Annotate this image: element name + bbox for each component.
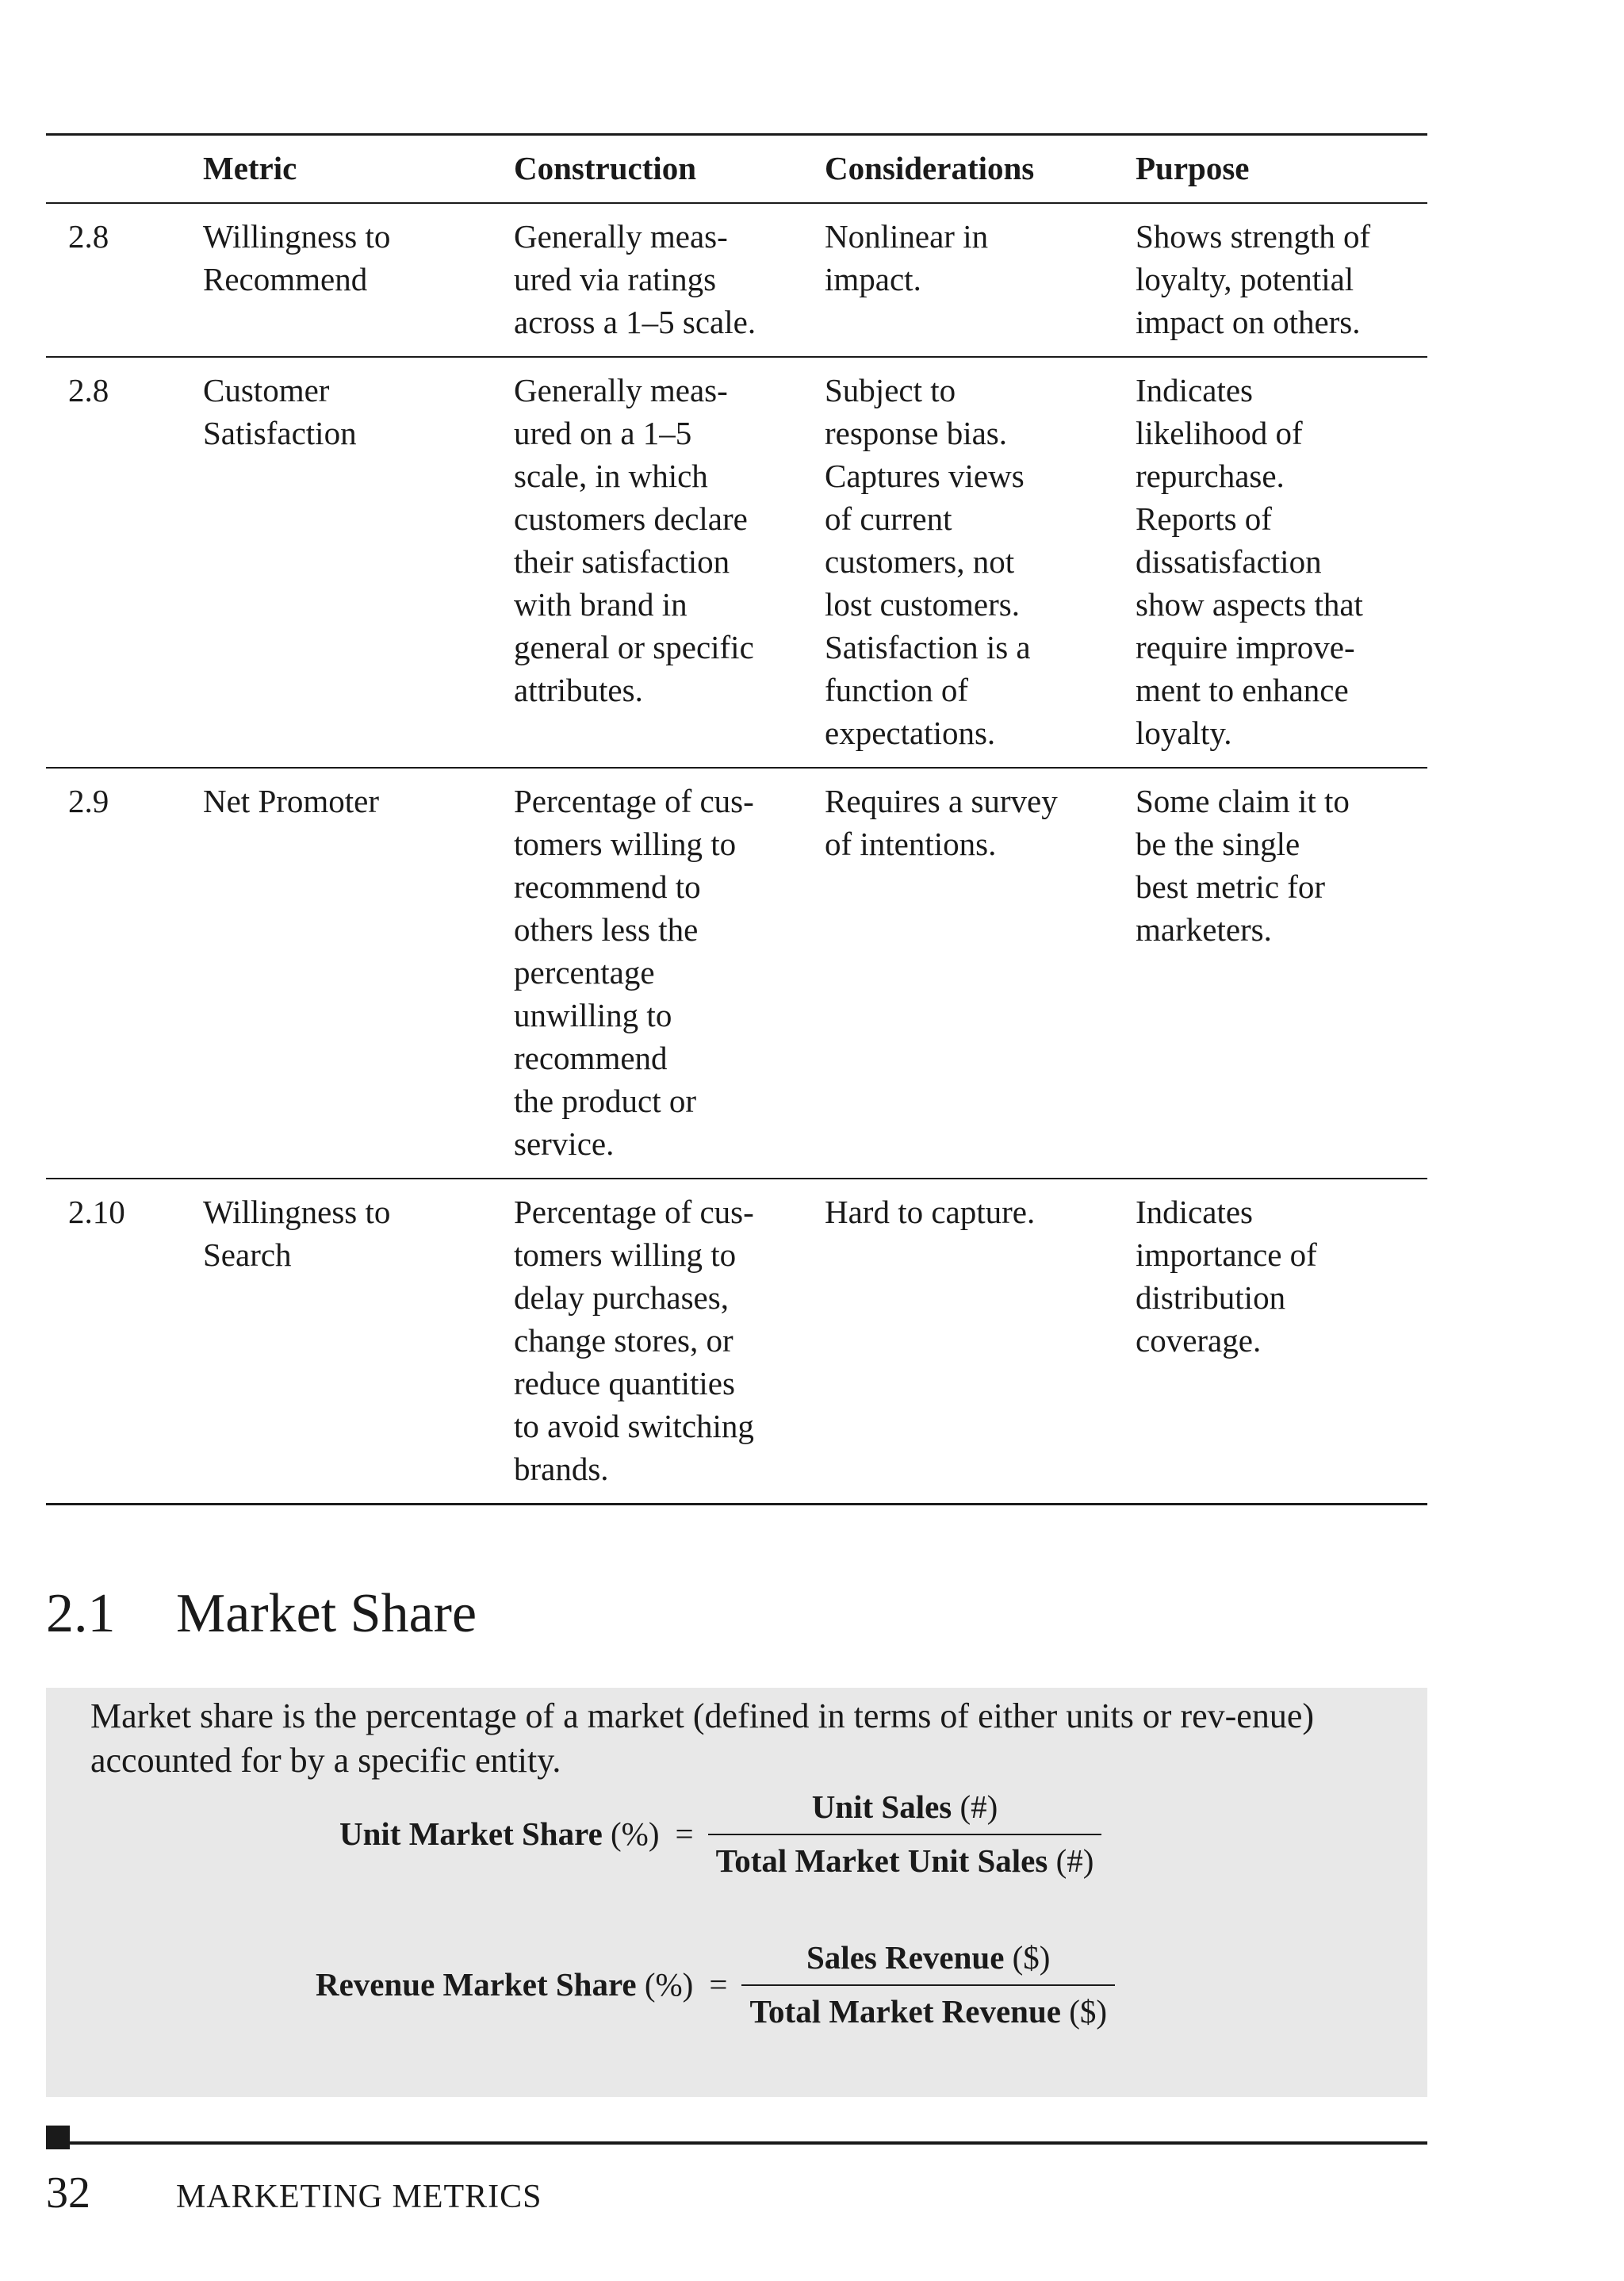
row-metric: Willingness to Recommend bbox=[203, 218, 391, 297]
row-construction: Generally meas- ured on a 1–5 scale, in which customers declare their satisfaction with brand in general or specific attributes. bbox=[514, 372, 754, 708]
row-purpose: Indicates likelihood of repurchase. Reports of dissatisfaction show aspects that require improve- ment to enhance loyalty. bbox=[1136, 372, 1363, 751]
row-construction: Percentage of cus- tomers willing to recommend to others less the percentage unwilling to recommend the product or service. bbox=[514, 783, 754, 1162]
table-header-row bbox=[46, 135, 1427, 204]
equals-sign: = bbox=[709, 1966, 728, 2003]
metrics-table bbox=[46, 133, 1427, 1505]
row-number: 2.8 bbox=[68, 372, 109, 408]
fraction-bar bbox=[708, 1834, 1102, 1835]
table-row bbox=[46, 1179, 1427, 1505]
footer-marker bbox=[46, 2126, 70, 2149]
header-number bbox=[46, 135, 203, 204]
row-number: 2.8 bbox=[68, 218, 109, 255]
section-number: 2.1 bbox=[46, 1583, 116, 1644]
header-considerations: Considerations bbox=[825, 150, 1035, 186]
row-number: 2.9 bbox=[68, 783, 109, 819]
formula-numerator: Unit Sales (#) bbox=[811, 1788, 998, 1825]
row-metric: Willingness to Search bbox=[203, 1194, 391, 1273]
revenue-market-share-formula bbox=[316, 1937, 1115, 2032]
formula-numerator: Sales Revenue ($) bbox=[806, 1939, 1051, 1976]
formula-lhs: Revenue Market Share (%) bbox=[316, 1966, 694, 2003]
unit-market-share-formula bbox=[339, 1786, 1101, 1881]
row-construction: Generally meas- ured via ratings across a 1–5 scale. bbox=[514, 218, 756, 340]
header-purpose: Purpose bbox=[1136, 150, 1250, 186]
row-considerations: Hard to capture. bbox=[825, 1194, 1036, 1230]
header-metric: Metric bbox=[203, 150, 297, 186]
table-row bbox=[46, 203, 1427, 357]
formula-denominator: Total Market Revenue ($) bbox=[749, 1993, 1108, 2030]
row-metric: Net Promoter bbox=[203, 783, 380, 819]
formula-fraction bbox=[708, 1786, 1102, 1881]
section-heading bbox=[46, 1578, 477, 1650]
formula-lhs: Unit Market Share (%) bbox=[339, 1815, 660, 1852]
formula-fraction bbox=[741, 1937, 1115, 2032]
row-construction: Percentage of cus- tomers willing to delay purchases, change stores, or reduce quantities to avoid switching brands. bbox=[514, 1194, 754, 1487]
definition-text: Market share is the percentage of a market (defined in terms of either units or rev-enue) accounted for by a specific entity. bbox=[90, 1696, 1315, 1780]
definition-box bbox=[46, 1688, 1427, 2097]
footer-rule bbox=[46, 2141, 1427, 2145]
formula-denominator: Total Market Unit Sales (#) bbox=[715, 1842, 1094, 1879]
row-considerations: Nonlinear in impact. bbox=[825, 218, 989, 297]
section-title: Market Share bbox=[176, 1583, 477, 1644]
row-purpose: Some claim it to be the single best metric for marketers. bbox=[1136, 783, 1350, 948]
row-considerations: Requires a survey of intentions. bbox=[825, 783, 1058, 862]
row-considerations: Subject to response bias. Captures views of current customers, not lost customers. Satisfaction is a function of expectations. bbox=[825, 372, 1031, 751]
row-purpose: Shows strength of loyalty, potential impact on others. bbox=[1136, 218, 1371, 340]
fraction-bar bbox=[741, 1984, 1115, 1986]
row-purpose: Indicates importance of distribution coverage. bbox=[1136, 1194, 1317, 1359]
row-number: 2.10 bbox=[68, 1194, 125, 1230]
running-title: MARKETING METRICS bbox=[176, 2179, 542, 2215]
table-row bbox=[46, 768, 1427, 1179]
row-metric: Customer Satisfaction bbox=[203, 372, 357, 451]
page-number: 32 bbox=[46, 2168, 90, 2218]
header-construction: Construction bbox=[514, 150, 697, 186]
table-row bbox=[46, 357, 1427, 768]
equals-sign: = bbox=[675, 1815, 694, 1852]
